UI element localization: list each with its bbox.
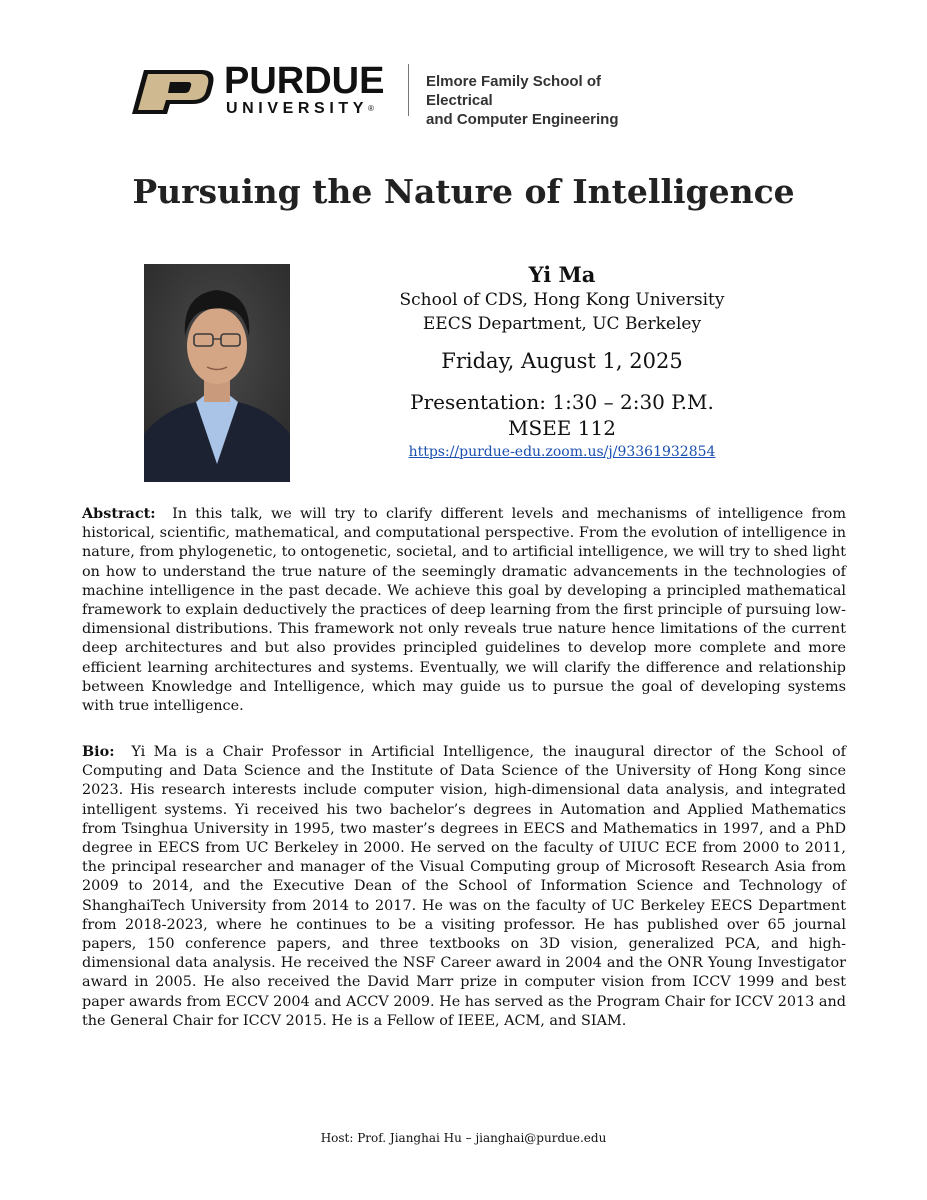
header-divider bbox=[408, 64, 409, 116]
abstract-text: In this talk, we will try to clarify different levels and mechanisms of intelligence from historical, scientific, mathematical, and computational perspective. From the evolution of intelligence in nature, from phylogenetic, to ontogenetic, societal, and to artificial intelligence, we will try to shed light on how to understand the true nature of the seemingly dramatic advancements in the technologies of machine intelligence in the past decade. We achieve this goal by developing a principled mathematical framework to explain deductively the practices of deep learning from the first principle of pursuing low-dimensional distributions. This framework not only reveals true nature hence limitations of the current deep architectures and but also provides principled guidelines to develop more complete and more efficient learning architectures and systems. Eventually, we will clarify the difference and relationship between Knowledge and Intelligence, which may guide us to pursue the goal of developing systems with true intelligence. bbox=[82, 506, 846, 715]
abstract-label: Abstract: bbox=[82, 505, 156, 522]
abstract-paragraph bbox=[82, 504, 846, 716]
speaker-info bbox=[372, 262, 752, 461]
university-wordmark: UNIVERSITY® bbox=[226, 100, 374, 117]
host-line: Host: Prof. Jianghai Hu – jianghai@purdue.edu bbox=[320, 1131, 607, 1145]
purdue-wordmark: PURDUE bbox=[224, 60, 385, 102]
presentation-time: Presentation: 1:30 – 2:30 P.M. bbox=[410, 390, 714, 414]
bio-label: Bio: bbox=[82, 743, 115, 760]
bio-text: Yi Ma is a Chair Professor in Artificial Intelligence, the inaugural director of the School of Computing and Data Science and the Institute of Data Science of the University of Hong Kong since 2023. His research interests include computer vision, high-dimensional data analysis, and integrated intelligent systems. Yi received his two bachelor’s degrees in Automation and Applied Mathematics from Tsinghua University in 1995, two master’s degrees in EECS and Mathematics in 1997, and a PhD degree in EECS from UC Berkeley in 2000. He served on the faculty of UIUC ECE from 2000 to 2011, the principal researcher and manager of the Visual Computing group of Microsoft Research Asia from 2009 to 2014, and the Executive Dean of the School of Information Science and Technology of ShanghaiTech University from 2014 to 2017. He was on the faculty of UC Berkeley EECS Department from 2018-2023, where he continues to be a visiting professor. He has published over 65 journal papers, 150 conference papers, and three textbooks on 3D vision, generalized PCA, and high-dimensional data analysis. He received the NSF Career award in 2004 and the ONR Young Investigator award in 2005. He also received the David Marr prize in computer vision from ICCV 1999 and best paper awards from ECCV 2004 and ACCV 2009. He has served as the Program Chair for ICCV 2013 and the General Chair for ICCV 2015. He is a Fellow of IEEE, ACM, and SIAM. bbox=[82, 744, 846, 1029]
purdue-p-logo-icon bbox=[124, 66, 216, 114]
event-date: Friday, August 1, 2025 bbox=[441, 349, 683, 373]
bio-paragraph bbox=[82, 742, 846, 1031]
registered-mark: ® bbox=[368, 104, 374, 113]
school-name-line1: Elmore Family School of Electrical bbox=[426, 73, 602, 109]
school-name-line2: and Computer Engineering bbox=[426, 111, 619, 128]
event-room: MSEE 112 bbox=[508, 416, 616, 440]
zoom-link[interactable]: https://purdue-edu.zoom.us/j/93361932854 bbox=[408, 444, 716, 460]
school-name bbox=[426, 72, 644, 129]
speaker-affiliation-2: EECS Department, UC Berkeley bbox=[422, 314, 702, 334]
talk-title: Pursuing the Nature of Intelligence bbox=[132, 172, 795, 211]
purdue-header bbox=[124, 60, 644, 128]
speaker-affiliation-1: School of CDS, Hong Kong University bbox=[399, 290, 725, 310]
speaker-name: Yi Ma bbox=[528, 262, 596, 287]
speaker-photo bbox=[144, 264, 290, 482]
